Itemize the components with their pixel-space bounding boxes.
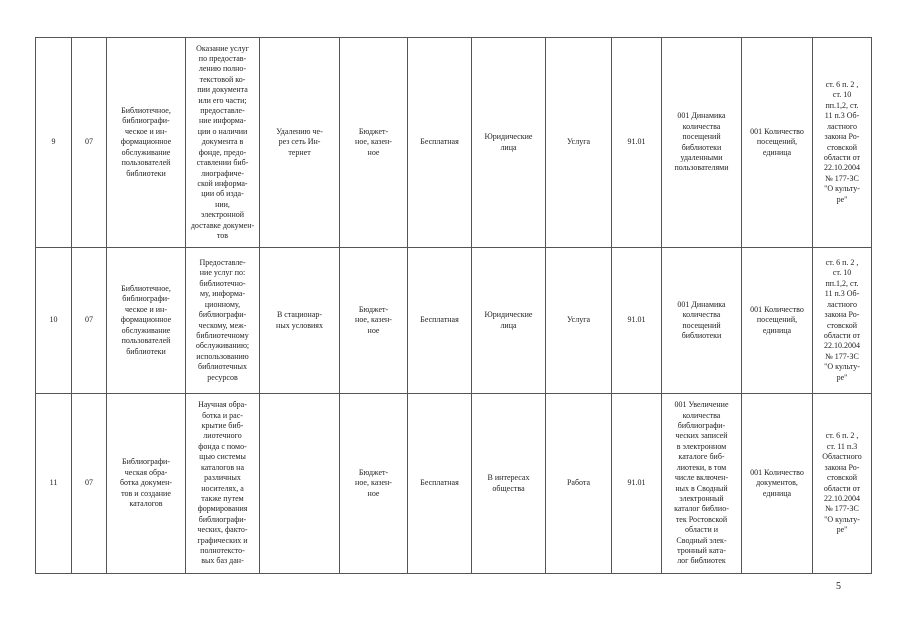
consumer-category: В интересах общества	[472, 394, 546, 574]
services-register-table	[35, 37, 872, 574]
legal-basis: ст. 6 п. 2 , ст. 10 пп.1,2, ст. 11 п.3 Об- ластного закона Ро- стовской области от 22.10.2004 № 177-ЗС "О культу- ре"	[813, 38, 872, 248]
quality-indicator: 001 Увеличение количества библиографи- ческих записей в электронном каталоге биб- лиотеки, в том числе включен- ных в Сводный электронный каталог библио- тек Ростовской области и Сводный элек- тронный ката- лог библиотек	[662, 394, 742, 574]
okved-code: 91.01	[612, 38, 662, 248]
volume-indicator: 001 Количество посещений, единица	[742, 38, 813, 248]
okved-code: 91.01	[612, 248, 662, 394]
quality-indicator: 001 Динамика количества посещений библиотеки	[662, 248, 742, 394]
page-number: 5	[836, 581, 841, 592]
consumer-category: Юридические лица	[472, 38, 546, 248]
payment-type: Бесплатная	[408, 394, 472, 574]
legal-basis: ст. 6 п. 2 , ст. 11 п.3 Областного закона Ро- стовской области от 22.10.2004 № 177-ЗС "О культу- ре"	[813, 394, 872, 574]
institution-type: Бюджет- ное, казен- ное	[340, 38, 408, 248]
service-condition: В стационар- ных условиях	[260, 248, 340, 394]
consumer-category: Юридические лица	[472, 248, 546, 394]
service-kind: Услуга	[546, 38, 612, 248]
section-code: 07	[72, 248, 107, 394]
section-code: 07	[72, 394, 107, 574]
institution-type: Бюджет- ное, казен- ное	[340, 394, 408, 574]
table-row	[36, 248, 872, 394]
service-content: Научная обра- ботка и рас- крытие биб- лиотечного фонда с помо- щью системы каталогов на различных носителях, а также путем формирования библиографи- ческих, факто- графических и полнотексто- вых баз дан-	[186, 394, 260, 574]
payment-type: Бесплатная	[408, 38, 472, 248]
service-kind: Услуга	[546, 248, 612, 394]
quality-indicator: 001 Динамика количества посещений библиотеки удаленными пользователями	[662, 38, 742, 248]
table-row	[36, 394, 872, 574]
service-name: Библиотечное, библиографи- ческое и ин- формационное обслуживание пользователей библиотеки	[107, 248, 186, 394]
row-number: 9	[36, 38, 72, 248]
legal-basis: ст. 6 п. 2 , ст. 10 пп.1,2, ст. 11 п.3 Об- ластного закона Ро- стовской области от 22.10.2004 № 177-ЗС "О культу- ре"	[813, 248, 872, 394]
table-row	[36, 38, 872, 248]
service-condition	[260, 394, 340, 574]
section-code: 07	[72, 38, 107, 248]
institution-type: Бюджет- ное, казен- ное	[340, 248, 408, 394]
volume-indicator: 001 Количество посещений, единица	[742, 248, 813, 394]
service-kind: Работа	[546, 394, 612, 574]
service-name: Библиотечное, библиографи- ческое и ин- формационное обслуживание пользователей библиотеки	[107, 38, 186, 248]
service-content: Оказание услуг по предостав- лению полно- текстовой ко- пии документа или его части; предоставле- ние информа- ции о наличии документа в фонде, предо- ставлении биб- лиографиче- ской информа- ции об изда- нии, электронной доставке докумен- тов	[186, 38, 260, 248]
payment-type: Бесплатная	[408, 248, 472, 394]
okved-code: 91.01	[612, 394, 662, 574]
row-number: 10	[36, 248, 72, 394]
volume-indicator: 001 Количество документов, единица	[742, 394, 813, 574]
service-condition: Удалению че- рез сеть Ин- тернет	[260, 38, 340, 248]
service-name: Библиографи- ческая обра- ботка докумен- тов и создание каталогов	[107, 394, 186, 574]
row-number: 11	[36, 394, 72, 574]
service-content: Предоставле- ние услуг по: библиотечно- му, информа- ционному, библиографи- ческому, меж- библиотечному обслуживанию; использованию библиотечных ресурсов	[186, 248, 260, 394]
